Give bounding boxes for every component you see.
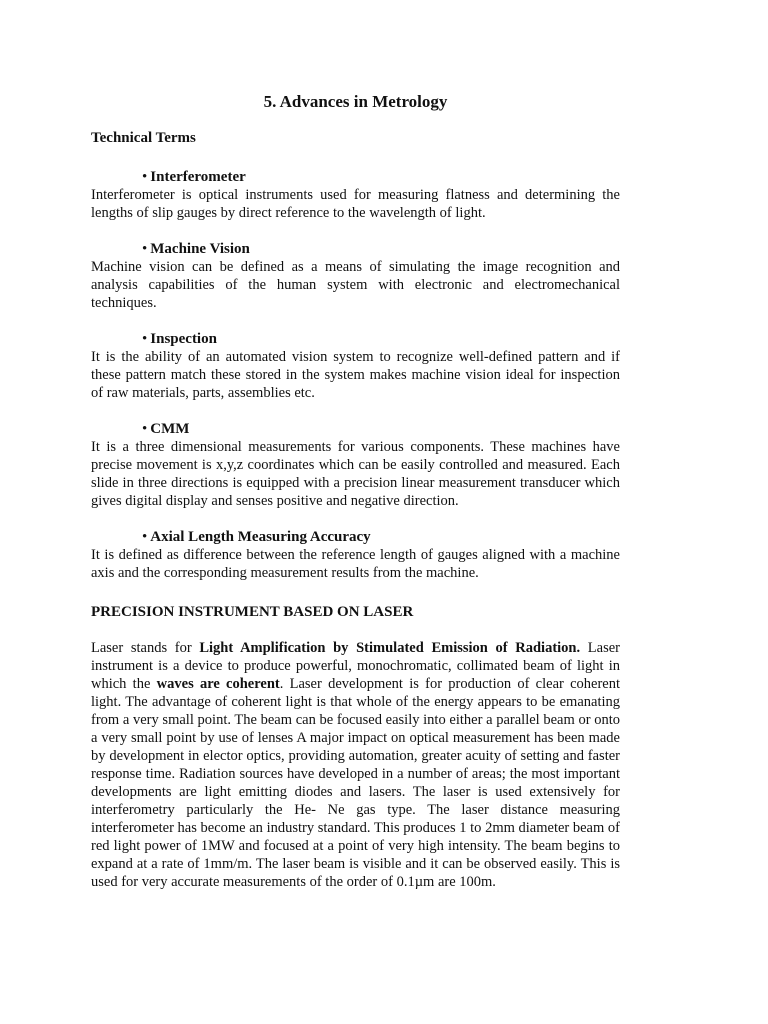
section-heading-technical-terms: Technical Terms	[91, 130, 196, 146]
term-heading-label: Machine Vision	[150, 241, 250, 257]
laser-intro: Laser stands for	[91, 640, 200, 656]
term-machine-vision	[91, 240, 620, 312]
page-title: 5. Advances in Metrology	[263, 92, 448, 111]
term-body: Interferometer is optical instruments used for measuring flatness and determining the lengths of slip gauges by direct reference to the wavelength of light.	[91, 187, 620, 221]
term-heading	[91, 330, 620, 348]
document-page	[91, 90, 620, 891]
laser-text-part3: . Laser development is for production of clear coherent light. The advantage of coherent light is that whole of the energy appears to be emanating from a very small point. The beam can be focused easily into either a parallel beam or onto a very small point by use of lenses A major impact on optical measurement has been made by development in elector optics, providing automation, greater acuity of setting and faster response time. Radiation sources have developed in a number of areas; the most important developments are light emitting diodes and lasers. The laser is used extensively for interferometry particularly the He- Ne gas type. The laser distance measuring interferometer has become an industry standard. This produces 1 to 2mm diameter beam of red light power of 1MW and focused at a point of very high intensity. The beam begins to expand at a rate of 1mm/m. The laser beam is visible and it can be observed easily. This is used for very accurate measurements of the order of 0.1µm are 100m.	[91, 676, 620, 890]
bullet-icon: •	[142, 169, 148, 185]
term-axial-length-measuring-accuracy	[91, 528, 620, 582]
term-heading	[91, 168, 620, 186]
term-heading-label: Inspection	[150, 331, 217, 347]
term-heading-label: Interferometer	[150, 169, 246, 185]
term-body: It is the ability of an automated vision system to recognize well-defined pattern and if these pattern match these stored in the system makes machine vision ideal for inspection of raw materials, parts, assemblies etc.	[91, 349, 620, 401]
bullet-icon: •	[142, 331, 148, 347]
term-heading-label: Axial Length Measuring Accuracy	[150, 529, 371, 545]
term-body: It is defined as difference between the reference length of gauges aligned with a machine axis and the corresponding measurement results from the machine.	[91, 547, 620, 581]
term-heading	[91, 420, 620, 438]
bullet-icon: •	[142, 421, 148, 437]
bullet-icon: •	[142, 241, 148, 257]
term-inspection	[91, 330, 620, 402]
term-body: Machine vision can be defined as a means of simulating the image recognition and analysis capabilities of the human system with electronic and electromechanical techniques.	[91, 259, 620, 311]
laser-acronym-expansion: Light Amplification by Stimulated Emission of Radiation.	[199, 640, 581, 656]
laser-paragraph	[91, 639, 620, 891]
bullet-icon: •	[142, 529, 148, 545]
laser-text-part2: Laser instrument is a device to produce powerful, monochromatic, collimated beam of light in which the	[91, 640, 620, 692]
laser-waves-phrase: waves are coherent	[156, 676, 280, 692]
term-interferometer	[91, 168, 620, 222]
term-body: It is a three dimensional measurements for various components. These machines have precise movement is x,y,z coordinates which can be easily controlled and measured. Each slide in three directions is equipped with a precision linear measurement transducer which gives digital display and senses positive and negative direction.	[91, 439, 620, 509]
term-heading-label: CMM	[150, 421, 190, 437]
term-heading	[91, 240, 620, 258]
term-heading	[91, 528, 620, 546]
term-cmm	[91, 420, 620, 510]
section-heading-laser: PRECISION INSTRUMENT BASED ON LASER	[91, 604, 414, 620]
